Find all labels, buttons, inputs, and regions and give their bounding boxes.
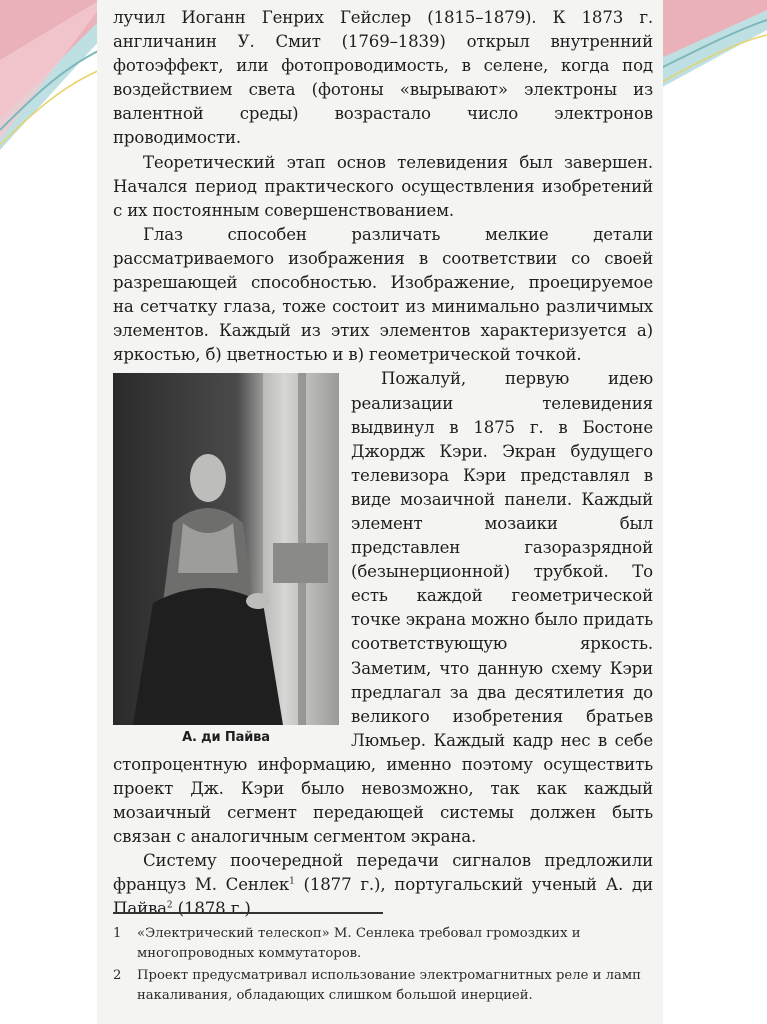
portrait-photo <box>113 373 339 725</box>
footnote-text: «Электрический телескоп» М. Сенлека требовал громоздких и многопроводных коммутаторов. <box>137 926 581 961</box>
paragraph-5 <box>113 849 653 921</box>
footnotes <box>113 924 653 1008</box>
paragraph-1: лучил Иоганн Генрих Гейслер (1815–1879). К 1873 г. англичанин У. Смит (1769–1839) открыл внутренний фотоэффект, или фотопроводимость, в селене, когда под воздействием света (фотоны «вырывают» электроны из валентной среды) возрастало число электронов проводимости. <box>113 8 653 148</box>
footnote-divider <box>113 912 383 914</box>
footnote-ref-1: 1 <box>289 876 295 887</box>
footnote-1 <box>113 924 653 964</box>
paragraph-5-part-2: (1877 г.), португальский ученый А. ди Пайва <box>113 875 653 919</box>
decorative-corner-right <box>657 0 767 110</box>
footnote-number: 2 <box>113 968 122 983</box>
figure-caption: А. ди Пайва <box>182 730 270 746</box>
page-body <box>113 6 653 922</box>
paragraph-3: Глаз способен различать мелкие детали рассматриваемого изображения в соответствии со своей разрешающей способностью. Изображение, проецируемое на сетчатку глаза, тоже состоит из минимально различимых элементов. Каждый из этих элементов характеризуется а) яркостью, б) цветностью и в) геометрической точкой. <box>113 224 653 365</box>
decorative-corner-left <box>0 0 100 170</box>
footnote-text: Проект предусматривал использование электромагнитных реле и ламп накаливания, обладающих слишком большой инерцией. <box>137 968 641 1003</box>
footnote-2 <box>113 966 653 1006</box>
paragraph-5-part-3: (1878 г.) <box>172 899 251 919</box>
portrait-figure <box>113 373 339 747</box>
footnote-ref-2: 2 <box>166 900 173 911</box>
paragraph-4: Пожалуй, первую идею реализации телевидения выдвинул в 1875 г. в Бостоне Джордж Кэри. Экран будущего телевизора Кэри представлял в виде мозаичной панели. Каждый элемент мозаики был представлен газоразрядной (безынерционной) трубкой. То есть каждой геометрической точке экрана можно было придать соответствующую яркость. Заметим, что данную схему Кэри предлагал за два десятилетия до великого изобретения братьев Люмьер. Каждый кадр нес в себе стопроцентную информацию, именно поэтому осуществить проект Дж. Кэри было невозможно, так как каждый мозаичный сегмент передающей системы должен быть связан с аналогичным сегментом экрана. <box>113 369 653 847</box>
footnote-number: 1 <box>113 926 122 941</box>
book-page <box>97 0 663 1024</box>
paragraph-5-part-1: Систему поочередной передачи сигналов предложили француз М. Сенлек <box>113 851 653 895</box>
paragraph-2: Теоретический этап основ телевидения был завершен. Начался период практического осуществления изобретений с их постоянным совершенствованием. <box>113 152 653 220</box>
